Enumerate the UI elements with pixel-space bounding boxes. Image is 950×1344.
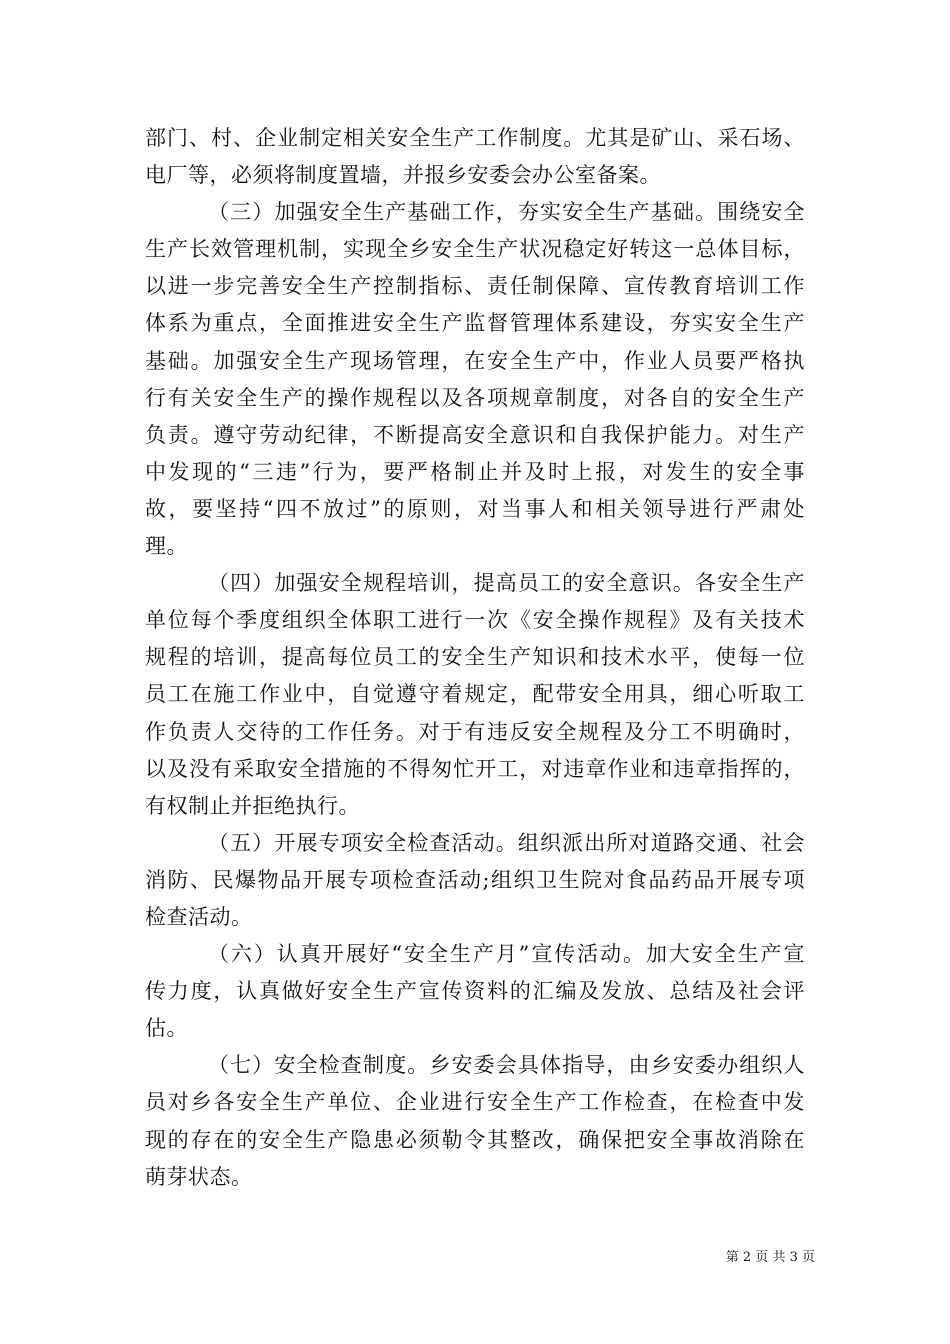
text-line: 检查活动。	[145, 904, 253, 929]
document-body	[145, 120, 805, 1196]
text-line: 故，要坚持“四不放过”的原则，对当事人和相关领导进行严肃处	[145, 496, 805, 521]
text-line: 估。	[145, 1016, 188, 1041]
text-line: 负责。遵守劳动纪律，不断提高安全意识和自我保护能力。对生产	[145, 422, 805, 447]
text-line: 消防、民爆物品开展专项检查活动;组织卫生院对食品药品开展专项	[145, 867, 805, 892]
text-line: 行有关安全生产的操作规程以及各项规章制度，对各自的安全生产	[145, 385, 805, 410]
text-line: 单位每个季度组织全体职工进行一次《安全操作规程》及有关技术	[145, 608, 805, 633]
text-line: 体系为重点，全面推进安全生产监督管理体系建设，夯实安全生产	[145, 311, 805, 336]
text-line: 规程的培训，提高每位员工的安全生产知识和技术水平，使每一位	[145, 645, 805, 670]
text-line: 理。	[145, 534, 188, 559]
text-line: （六）认真开展好“安全生产月”宣传活动。加大安全生产宣	[208, 942, 805, 967]
text-line: 以进一步完善安全生产控制指标、责任制保障、宣传教育培训工作	[145, 274, 805, 299]
text-line: 以及没有采取安全措施的不得匆忙开工，对违章作业和违章指挥的，	[145, 756, 805, 781]
text-line: （四）加强安全规程培训，提高员工的安全意识。各安全生产	[208, 571, 805, 596]
text-line: 生产长效管理机制，实现全乡安全生产状况稳定好转这一总体目标，	[145, 237, 805, 262]
text-line: 有权制止并拒绝执行。	[145, 793, 360, 818]
text-line: 中发现的“三违”行为，要严格制止并及时上报，对发生的安全事	[145, 459, 805, 484]
text-line: （三）加强安全生产基础工作，夯实安全生产基础。围绕安全	[208, 200, 805, 225]
text-line: （五）开展专项安全检查活动。组织派出所对道路交通、社会	[208, 830, 805, 855]
text-line: （七）安全检查制度。乡安委会具体指导，由乡安委办组织人	[208, 1053, 805, 1078]
text-line: 电厂等，必须将制度置墙，并报乡安委会办公室备案。	[145, 163, 661, 188]
text-line: 基础。加强安全生产现场管理，在安全生产中，作业人员要严格执	[145, 348, 805, 373]
text-line: 员工在施工作业中，自觉遵守着规定，配带安全用具，细心听取工	[145, 682, 805, 707]
text-line: 部门、村、企业制定相关安全生产工作制度。尤其是矿山、采石场、	[145, 126, 805, 150]
text-line: 现的存在的安全生产隐患必须勒令其整改，确保把安全事故消除在	[145, 1127, 805, 1152]
text-line: 员对乡各安全生产单位、企业进行安全生产工作检查，在检查中发	[145, 1090, 805, 1115]
page-number: 第 2 页 共 3 页	[725, 1250, 815, 1265]
text-line: 萌芽状态。	[145, 1164, 253, 1189]
text-line: 传力度，认真做好安全生产宣传资料的汇编及发放、总结及社会评	[145, 979, 805, 1004]
text-line: 作负责人交待的工作任务。对于有违反安全规程及分工不明确时，	[145, 719, 805, 744]
